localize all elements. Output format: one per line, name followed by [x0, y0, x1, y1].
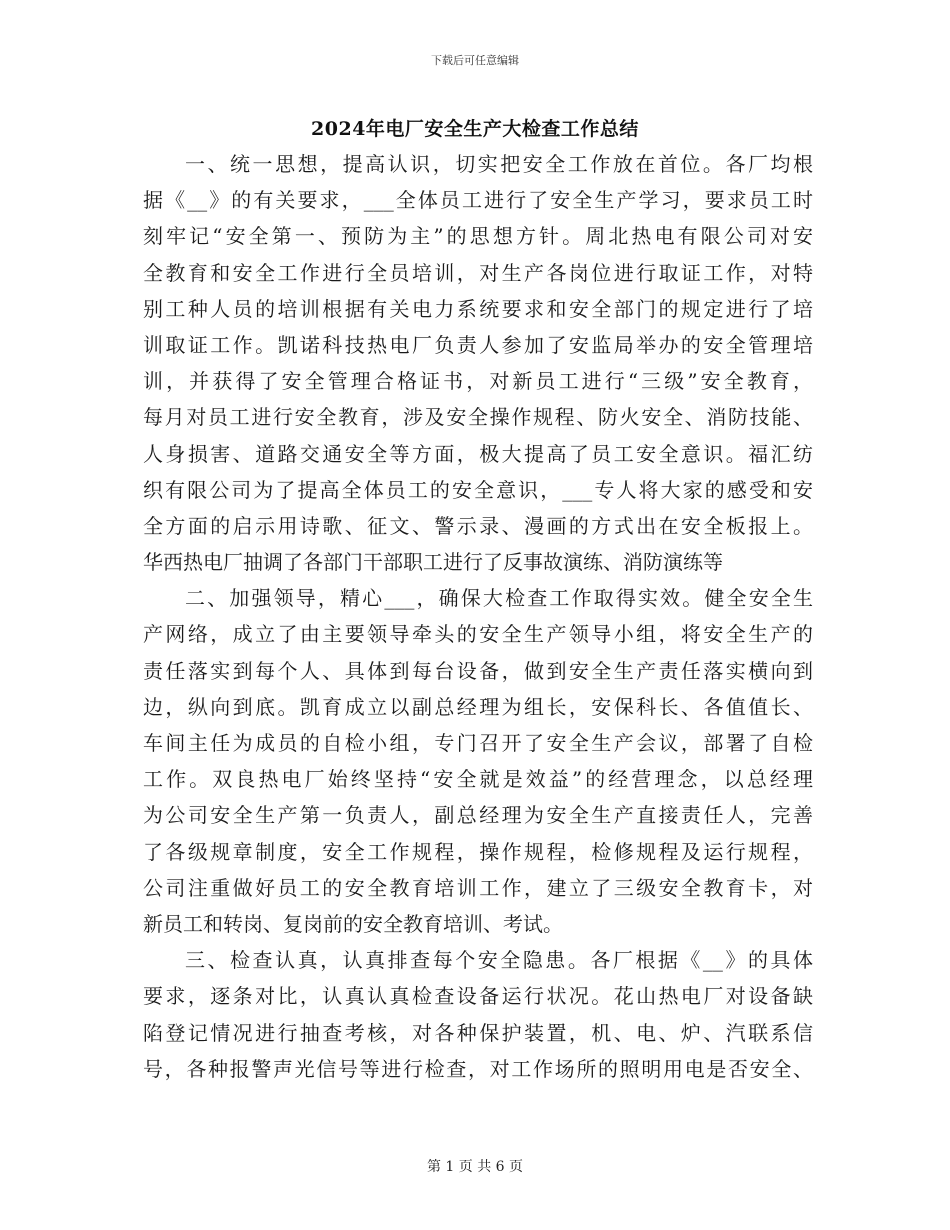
- text-line: 车间主任为成员的自检小组，专门召开了安全生产会议，部署了自检: [143, 731, 813, 755]
- document-title: 2024年电厂安全生产大检查工作总结: [311, 118, 639, 140]
- text-line: 二、加强领导，精心___，确保大检查工作取得实效。健全安全生: [185, 586, 813, 611]
- text-line: 为公司安全生产第一负责人，副总经理为安全生产直接责任人，完善: [143, 803, 813, 828]
- text-line: 据《__》的有关要求，___全体员工进行了安全生产学习，要求员工时: [143, 188, 813, 213]
- text-line: 华西热电厂抽调了各部门干部职工进行了反事故演练、消防演练等: [143, 550, 723, 575]
- text-line: 全教育和安全工作进行全员培训，对生产各岗位进行取证工作，对特: [143, 260, 813, 285]
- text-line: 人身损害、道路交通安全等方面，极大提高了员工安全意识。福汇纺: [143, 441, 813, 466]
- text-line: 每月对员工进行安全教育，涉及安全操作规程、防火安全、消防技能、: [143, 405, 813, 430]
- text-line: 公司注重做好员工的安全教育培训工作，建立了三级安全教育卡，对: [143, 875, 813, 900]
- text-line: 工作。双良热电厂始终坚持“安全就是效益”的经营理念，以总经理: [143, 767, 813, 792]
- text-line: 要求，逐条对比，认真认真检查设备运行状况。花山热电厂对设备缺: [143, 984, 813, 1009]
- text-line: 产网络，成立了由主要领导牵头的安全生产领导小组，将安全生产的: [143, 622, 813, 647]
- text-line: 号，各种报警声光信号等进行检查，对工作场所的照明用电是否安全、: [143, 1056, 813, 1081]
- page-header-note: 下载后可任意编辑: [431, 54, 519, 67]
- text-line: 边，纵向到底。凯育成立以副总经理为组长，安保科长、各值值长、: [143, 694, 813, 719]
- text-line: 三、检查认真，认真排查每个安全隐患。各厂根据《__》的具体: [185, 948, 813, 973]
- text-line: 责任落实到每个人、具体到每台设备，做到安全生产责任落实横向到: [143, 658, 813, 683]
- text-line: 陷登记情况进行抽查考核，对各种保护装置，机、电、炉、汽联系信: [143, 1020, 813, 1045]
- text-line: 织有限公司为了提高全体员工的安全意识，___专人将大家的感受和安: [143, 477, 813, 502]
- text-line: 训取证工作。凯诺科技热电厂负责人参加了安监局举办的安全管理培: [143, 332, 813, 357]
- text-line: 训，并获得了安全管理合格证书，对新员工进行“三级”安全教育，: [143, 369, 813, 394]
- text-line: 一、统一思想，提高认识，切实把安全工作放在首位。各厂均根: [185, 152, 813, 176]
- document-body: [143, 146, 813, 1087]
- text-line: 新员工和转岗、复岗前的安全教育培训、考试。: [143, 911, 563, 936]
- text-line: 别工种人员的培训根据有关电力系统要求和安全部门的规定进行了培: [143, 296, 813, 321]
- page-number: 第 1 页 共 6 页: [426, 1159, 524, 1175]
- text-line: 刻牢记“安全第一、预防为主”的思想方针。周北热电有限公司对安: [143, 224, 813, 249]
- text-line: 了各级规章制度，安全工作规程，操作规程，检修规程及运行规程，: [143, 839, 813, 864]
- text-line: 全方面的启示用诗歌、征文、警示录、漫画的方式出在安全板报上。: [143, 513, 813, 538]
